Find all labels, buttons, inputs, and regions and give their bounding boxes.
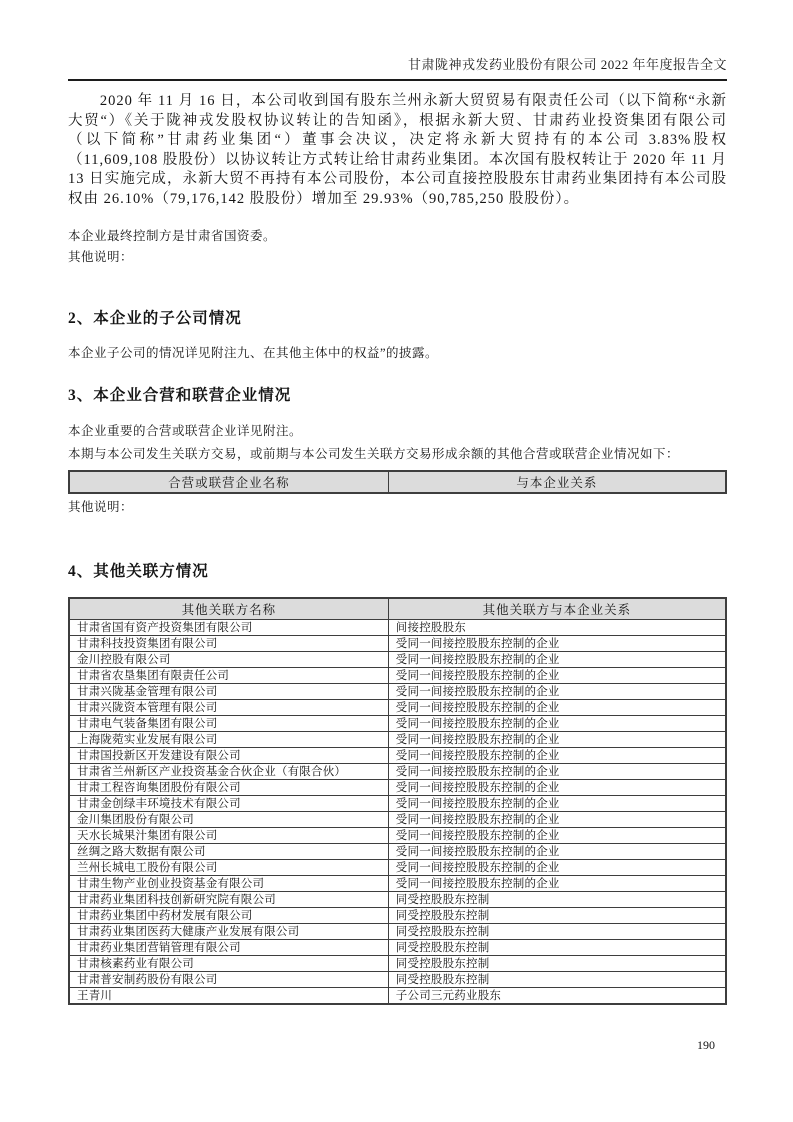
table-row	[69, 892, 726, 908]
final-controller-line: 本企业最终控制方是甘肃省国资委。	[68, 229, 277, 243]
related-party-name: 甘肃电气装备集团有限公司	[69, 716, 388, 732]
related-party-relation: 受同一间接控股股东控制的企业	[388, 876, 726, 892]
page-header-title: 甘肃陇神戎发药业股份有限公司 2022 年年度报告全文	[407, 57, 727, 72]
other-note-2: 其他说明：	[68, 500, 134, 514]
related-party-relation: 受同一间接控股股东控制的企业	[388, 652, 726, 668]
related-party-relation: 受同一间接控股股东控制的企业	[388, 764, 726, 780]
section-4-heading: 4、其他关联方情况	[68, 563, 209, 580]
related-party-name: 甘肃省国有资产投资集团有限公司	[69, 620, 388, 636]
related-party-relation: 受同一间接控股股东控制的企业	[388, 796, 726, 812]
table-row	[69, 908, 726, 924]
section-3-body-1: 本企业重要的合营或联营企业详见附注。	[68, 424, 303, 438]
table-row	[69, 668, 726, 684]
paragraph-equity-transfer: 2020 年 11 月 16 日，本公司收到国有股东兰州永新大贸贸易有限责任公司（以下简称“永新大贸“）《关于陇神戎发股权协议转让的告知函》，根据永新大贸、甘肃药业投资集团有限公司（以下简称”甘肃药业集团“）董事会决议，决定将永新大贸持有的本公司 3.83%股权（11,609,108 股股份）以协议转让方式转让给甘肃药业集团。本次国有股权转让于 2020 年 11 月 13 日实施完成，永新大贸不再持有本公司股份，本公司直接控股股东甘肃药业集团持有本公司股权由 26.10%（79,176,142 股股份）增加至 29.93%（90,785,250 股股份）。	[68, 93, 727, 207]
section-2-body: 本企业子公司的情况详见附注九、在其他主体中的权益”的披露。	[68, 346, 439, 360]
table-row	[69, 732, 726, 748]
table-row	[69, 796, 726, 812]
related-party-name: 甘肃普安制药股份有限公司	[69, 972, 388, 988]
related-party-name: 甘肃省农垦集团有限责任公司	[69, 668, 388, 684]
table-row	[69, 956, 726, 972]
jv-table	[68, 470, 727, 494]
page-number: 190	[697, 1038, 715, 1052]
related-party-relation: 同受控股股东控制	[388, 940, 726, 956]
related-party-relation: 受同一间接控股股东控制的企业	[388, 860, 726, 876]
table-row	[69, 716, 726, 732]
related-party-relation: 同受控股股东控制	[388, 892, 726, 908]
page-header	[68, 54, 727, 81]
related-party-table	[68, 597, 727, 1005]
table-row	[69, 780, 726, 796]
related-party-name: 甘肃科技投资集团有限公司	[69, 636, 388, 652]
table-row	[69, 924, 726, 940]
jv-table-header-relation: 与本企业关系	[388, 471, 726, 493]
table-row	[69, 876, 726, 892]
related-party-name: 天水长城果汁集团有限公司	[69, 828, 388, 844]
related-party-relation: 受同一间接控股股东控制的企业	[388, 748, 726, 764]
related-party-name: 兰州长城电工股份有限公司	[69, 860, 388, 876]
related-table-header-row	[69, 598, 726, 620]
related-party-name: 甘肃药业集团中药材发展有限公司	[69, 908, 388, 924]
related-party-relation: 同受控股股东控制	[388, 972, 726, 988]
related-party-relation: 间接控股股东	[388, 620, 726, 636]
jv-table-header-row	[69, 471, 726, 493]
related-party-name: 甘肃国投新区开发建设有限公司	[69, 748, 388, 764]
table-row	[69, 988, 726, 1005]
table-row	[69, 684, 726, 700]
related-party-relation: 受同一间接控股股东控制的企业	[388, 716, 726, 732]
table-row	[69, 828, 726, 844]
related-party-relation: 受同一间接控股股东控制的企业	[388, 732, 726, 748]
related-party-name: 甘肃生物产业创业投资基金有限公司	[69, 876, 388, 892]
related-party-name: 丝绸之路大数据有限公司	[69, 844, 388, 860]
table-row	[69, 972, 726, 988]
related-party-name: 王青川	[69, 988, 388, 1005]
table-row	[69, 940, 726, 956]
related-party-name: 甘肃省兰州新区产业投资基金合伙企业（有限合伙）	[69, 764, 388, 780]
table-row	[69, 860, 726, 876]
related-party-name: 甘肃药业集团医药大健康产业发展有限公司	[69, 924, 388, 940]
related-party-relation: 受同一间接控股股东控制的企业	[388, 684, 726, 700]
table-row	[69, 764, 726, 780]
related-party-name: 金川集团股份有限公司	[69, 812, 388, 828]
related-party-name: 甘肃核素药业有限公司	[69, 956, 388, 972]
related-party-name: 甘肃兴陇资本管理有限公司	[69, 700, 388, 716]
related-party-relation: 受同一间接控股股东控制的企业	[388, 844, 726, 860]
related-party-relation: 受同一间接控股股东控制的企业	[388, 812, 726, 828]
related-party-relation: 受同一间接控股股东控制的企业	[388, 700, 726, 716]
related-party-relation: 受同一间接控股股东控制的企业	[388, 828, 726, 844]
jv-table-header-name: 合营或联营企业名称	[69, 471, 388, 493]
related-party-relation: 子公司三元药业股东	[388, 988, 726, 1005]
related-party-relation: 受同一间接控股股东控制的企业	[388, 780, 726, 796]
table-row	[69, 700, 726, 716]
related-party-name: 甘肃兴陇基金管理有限公司	[69, 684, 388, 700]
section-2-heading: 2、本企业的子公司情况	[68, 310, 242, 327]
section-3-body-2: 本期与本公司发生关联方交易，或前期与本公司发生关联方交易形成余额的其他合营或联营企业情况如下：	[68, 447, 680, 461]
related-party-relation: 同受控股股东控制	[388, 924, 726, 940]
related-party-name: 金川控股有限公司	[69, 652, 388, 668]
table-row	[69, 652, 726, 668]
table-row	[69, 620, 726, 636]
related-table-header-name: 其他关联方名称	[69, 598, 388, 620]
related-party-name: 甘肃金创绿丰环境技术有限公司	[69, 796, 388, 812]
other-note-1: 其他说明：	[68, 250, 134, 264]
table-row	[69, 844, 726, 860]
related-table-header-relation: 其他关联方与本企业关系	[388, 598, 726, 620]
section-3-heading: 3、本企业合营和联营企业情况	[68, 387, 292, 404]
related-party-name: 甘肃药业集团营销管理有限公司	[69, 940, 388, 956]
related-party-relation: 受同一间接控股股东控制的企业	[388, 668, 726, 684]
related-table-body	[69, 620, 726, 1005]
related-party-name: 上海陇菀实业发展有限公司	[69, 732, 388, 748]
related-party-relation: 同受控股股东控制	[388, 956, 726, 972]
related-party-name: 甘肃药业集团科技创新研究院有限公司	[69, 892, 388, 908]
related-party-relation: 同受控股股东控制	[388, 908, 726, 924]
related-party-relation: 受同一间接控股股东控制的企业	[388, 636, 726, 652]
table-row	[69, 812, 726, 828]
table-row	[69, 636, 726, 652]
table-row	[69, 748, 726, 764]
related-party-name: 甘肃工程咨询集团股份有限公司	[69, 780, 388, 796]
